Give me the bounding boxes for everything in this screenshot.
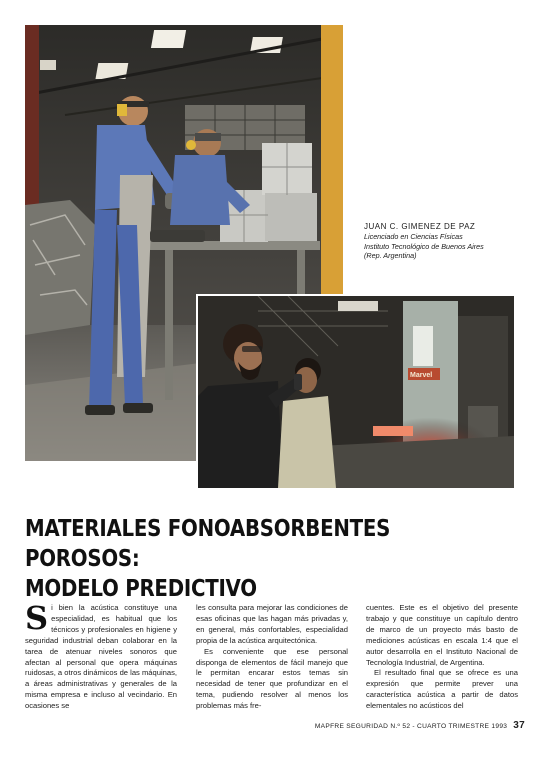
headline-line-1: MATERIALES FONOABSORBENTES POROSOS: <box>25 516 391 572</box>
body-text: i bien la acústica constituye una especialidad, es habitual que los técnicos y profesionales en higiene y seguridad industrial deban colaborar en la tarea de atenuar niveles sonoros que afectan al personal que opera máquinas ruidosas, a otros dinámicos de las máquinas, a áreas administrativas y generales de la misma empresa e incluso al vecindario. En ocasiones se <box>25 603 177 711</box>
author-country: (Rep. Argentina) <box>364 251 417 260</box>
noise-measurement-illustration <box>198 296 514 488</box>
noise-measurement-photo <box>196 294 516 490</box>
author-block <box>364 222 534 261</box>
machine-label: Marvel <box>410 372 433 379</box>
headline-line-2: MODELO PREDICTIVO <box>25 576 257 602</box>
body-paragraph: les consulta para mejorar las condiciones de esas oficinas que las hagan más privadas y, en general, más confortables, especialidad propia de la acústica arquitectónica. <box>196 603 348 645</box>
article-headline <box>25 514 464 604</box>
drop-cap: S <box>25 603 49 637</box>
author-title: Licenciado en Ciencias Físicas <box>364 232 463 241</box>
author-institution: Instituto Tecnológico de Buenos Aires <box>364 241 484 251</box>
body-paragraph <box>25 603 177 712</box>
magazine-issue: MAPFRE SEGURIDAD N.º 52 - CUARTO TRIMESTRE 1993 <box>314 723 508 730</box>
body-column-1 <box>25 603 177 719</box>
body-column-3 <box>366 603 518 719</box>
body-column-2 <box>196 603 348 719</box>
author-name: JUAN C. GIMENEZ DE PAZ <box>364 222 476 231</box>
body-paragraph: El resultado final que se ofrece es una expresión que permite prever una característica acústica a partir de datos elementales no acústicos del <box>366 668 518 711</box>
page-number: 37 <box>513 720 525 731</box>
body-paragraph: cuentes. Este es el objetivo del presente trabajo y que constituye un capítulo dentro de marco de un proyecto más basto de mediciones acústicas en escala 1:4 que el autor desarrolla en el Instituto Nacional de Tecnología Industrial, de Argentina. <box>366 603 518 667</box>
body-paragraph: Es conveniente que ese personal disponga de elementos de fácil manejo que le permitan encarar estos temas sin necesidad de tener que profundizar en el tema, pudiendo resolver al menos los problemas más fre- <box>196 646 348 711</box>
page-footer <box>310 720 525 731</box>
